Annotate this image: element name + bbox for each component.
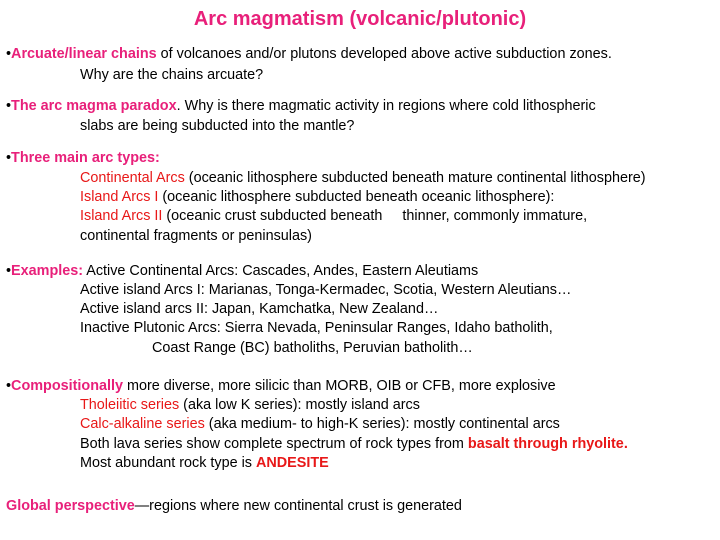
paradox-heading: The arc magma paradox [11,98,177,114]
examples-line1: Active Continental Arcs: Cascades, Andes, Eastern Aleutiams [83,263,479,279]
examples-heading: Examples: [11,263,84,279]
examples-line3: Active island arcs II: Japan, Kamchatka, New Zealand… [80,301,439,317]
island-arcs-2-line2: continental fragments or peninsulas) [80,228,312,244]
both-series-line [80,435,628,453]
global-line [6,497,462,515]
both-series-highlight: basalt through rhyolite. [467,436,628,452]
bullet: • [6,150,12,166]
arc-types-line [6,149,160,167]
tholeiitic-line [80,396,420,414]
examples-line5: Coast Range (BC) batholiths, Peruvian batholith… [152,340,473,356]
arc-types-heading: Three main arc types: [11,150,160,166]
bullet: • [6,46,12,62]
continental-arcs-desc: (oceanic lithosphere subducted beneath mature continental lithosphere) [184,170,646,186]
global-heading: Global perspective [6,498,135,514]
paradox-text: . Why is there magmatic activity in regions where cold lithospheric [176,98,596,114]
island-arcs-2-line [80,207,587,225]
slide-title: Arc magmatism (volcanic/plutonic) [193,8,527,30]
chains-text: of volcanoes and/or plutons developed above active subduction zones. [156,46,612,62]
chains-heading: Arcuate/linear chains [11,46,157,62]
chains-line [6,45,612,63]
paradox-line2: slabs are being subducted into the mantle? [80,118,355,134]
tholeiitic-name: Tholeiitic series [80,397,180,413]
examples-line2: Active island Arcs I: Marianas, Tonga-Kermadec, Scotia, Western Aleutians… [80,282,572,298]
composition-line [6,377,556,395]
calc-alkaline-name: Calc-alkaline series [80,416,205,432]
bullet: • [6,378,12,394]
tholeiitic-desc: (aka low K series): mostly island arcs [179,397,420,413]
continental-arcs-line [80,169,646,187]
chains-line2: Why are the chains arcuate? [80,67,264,83]
paradox-line [6,97,596,115]
abundant-highlight: ANDESITE [255,455,329,471]
abundant-line [80,454,329,472]
both-series-text: Both lava series show complete spectrum of rock types from [80,436,468,452]
examples-line4: Inactive Plutonic Arcs: Sierra Nevada, Peninsular Ranges, Idaho batholith, [80,320,553,336]
composition-text: more diverse, more silicic than MORB, OIB or CFB, more explosive [122,378,556,394]
bullet: • [6,98,12,114]
island-arcs-1-desc: (oceanic lithosphere subducted beneath oceanic lithosphere): [158,189,555,205]
island-arcs-1-name: Island Arcs I [80,189,159,205]
calc-alkaline-line [80,415,560,433]
island-arcs-2-desc: (oceanic crust subducted beneath thinner, commonly immature, [162,208,588,224]
abundant-text: Most abundant rock type is [80,455,256,471]
composition-heading: Compositionally [11,378,123,394]
island-arcs-1-line [80,188,554,206]
examples-line [6,262,478,280]
bullet: • [6,263,12,279]
continental-arcs-name: Continental Arcs [80,170,185,186]
global-text: —regions where new continental crust is generated [134,498,462,514]
island-arcs-2-name: Island Arcs II [80,208,163,224]
calc-alkaline-desc: (aka medium- to high-K series): mostly continental arcs [204,416,560,432]
